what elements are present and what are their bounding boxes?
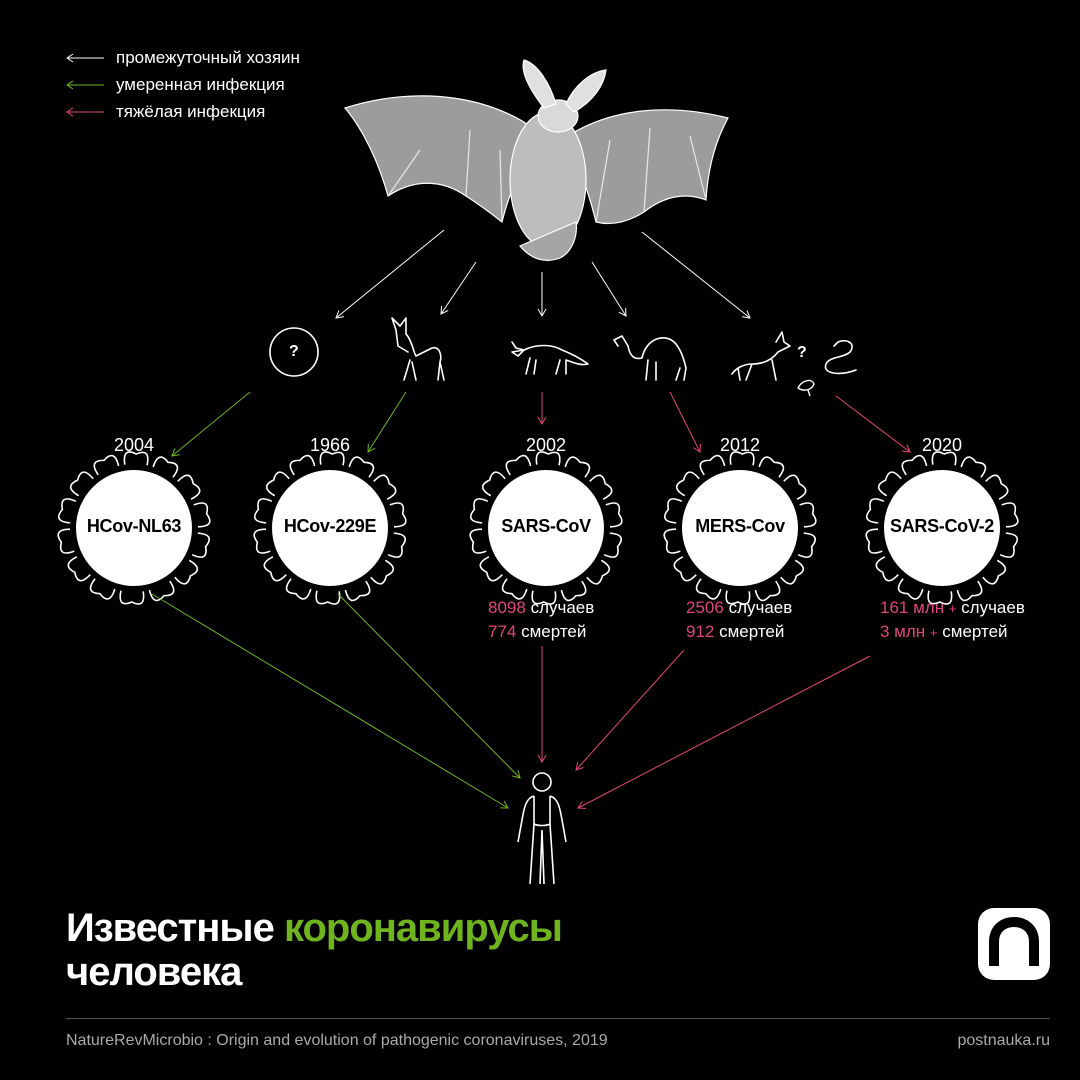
cases-number: 2506 (686, 598, 724, 617)
cases-number: 161 млн (880, 598, 945, 617)
title-part2: человека (66, 950, 242, 994)
deaths-number: 3 млн (880, 622, 926, 641)
deaths-label: смертей (521, 622, 587, 641)
virus-year: 1966 (309, 435, 351, 455)
site-link[interactable]: postnauka.ru (957, 1032, 1050, 1049)
virus-spike (345, 581, 369, 600)
virus-spike (316, 591, 339, 604)
title-accent: коронавирусы (283, 906, 562, 950)
virus-year: 2020 (921, 435, 963, 455)
virus-spike (149, 581, 173, 600)
page-title (66, 906, 562, 994)
virus-spike (899, 579, 923, 599)
postnauka-logo (978, 908, 1050, 980)
virus-cases (880, 598, 1025, 618)
title-part1: Известные (66, 906, 274, 950)
human-icon (518, 773, 566, 884)
virus-cases (686, 598, 792, 618)
virus-spike (287, 579, 311, 599)
bird-icon (798, 381, 814, 396)
cases-label: случаев (961, 598, 1025, 617)
cases-label: случаев (728, 598, 793, 617)
virus-spike (153, 457, 177, 477)
plus-mark: + (948, 601, 957, 616)
virus-spike (91, 579, 115, 599)
deaths-label: смертей (942, 622, 1008, 641)
virus-deaths (880, 622, 1008, 642)
virus-spike (759, 457, 783, 477)
virus-spike (503, 579, 527, 599)
llama-icon (392, 318, 444, 380)
unknown-host-mark: ? (797, 344, 807, 361)
virus-spike (697, 579, 721, 599)
source-citation: NatureRevMicrobio : Origin and evolution of pathogenic coronaviruses, 2019 (66, 1032, 608, 1049)
civet-icon (512, 342, 588, 374)
virus-name: SARS-CoV-2 (889, 516, 995, 536)
virus-name: MERS-Cov (695, 516, 785, 536)
virus-cases (488, 598, 594, 618)
virus-spike (565, 457, 589, 477)
virus-spike (94, 456, 118, 475)
legend-label: умеренная инфекция (116, 74, 285, 94)
virus-year: 2004 (113, 435, 155, 455)
virus-spike (349, 457, 373, 477)
virus-name: SARS-CoV (501, 516, 591, 536)
virus-year: 2002 (525, 435, 567, 455)
fox-icon (732, 332, 790, 380)
deaths-number: 912 (686, 622, 715, 641)
plus-mark: + (929, 625, 938, 640)
camel-icon (614, 336, 686, 380)
deaths-label: смертей (719, 622, 785, 641)
virus-year: 2012 (719, 435, 761, 455)
postnauka-logo-icon (978, 908, 1050, 980)
footer-divider (66, 1018, 1050, 1019)
deaths-number: 774 (488, 622, 517, 641)
virus-name: HCov-NL63 (86, 516, 182, 536)
virus-spike (700, 456, 724, 475)
cases-number: 8098 (488, 598, 526, 617)
virus-spike (961, 457, 985, 477)
virus-deaths (686, 622, 784, 642)
unknown-host-mark: ? (289, 343, 299, 360)
snake-icon (825, 341, 856, 374)
virus-spike (902, 456, 926, 475)
virus-spike (506, 456, 530, 475)
legend-label: тяжёлая инфекция (116, 101, 266, 121)
bat-icon (345, 60, 728, 260)
virus-deaths (488, 622, 586, 642)
virus-name: HCov-229E (283, 516, 377, 536)
cases-label: случаев (530, 598, 595, 617)
virus-spike (120, 591, 143, 604)
virus-spike (290, 456, 314, 475)
legend-label: промежуточный хозяин (116, 47, 300, 67)
